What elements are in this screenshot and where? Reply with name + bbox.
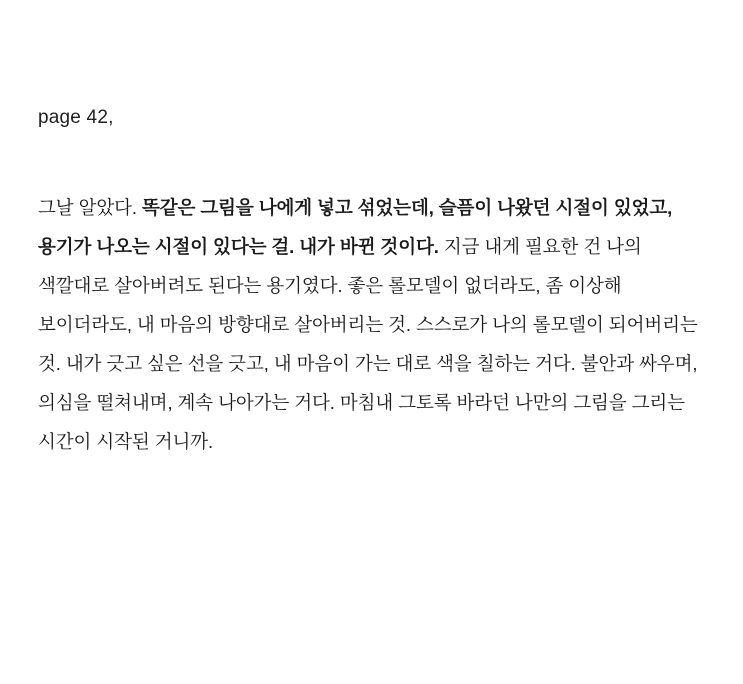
paragraph-segment-3: 지금 내게 필요한 건 나의 색깔대로 살아버려도 된다는 용기였다. 좋은 롤모델이 없더라도, 좀 이상해 보이더라도, 내 마음의 방향대로 살아버리는 것. 스스로가 나의 롤모델이 되어버리는 것. 내가 긋고 싶은 선을 긋고, 내 마음이 가는 대로 색을 칠하는 거다. 불안과 싸우며, 의심을 떨쳐내며, 계속 나아가는 거다. 마침내 그토록 바라던 나만의 그림을 그리는 시간이 시작된 거니까.: [38, 236, 698, 452]
paragraph-segment-1: 그날 알았다.: [38, 197, 142, 218]
page-number-label: page 42,: [38, 107, 114, 128]
paragraph-segment-2-emphasis: 똑같은 그림을 나에게 넣고 섞었는데, 슬픔이 나왔던 시절이 있었고, 용기가 나오는 시절이 있다는 걸. 내가 바뀐 것이다.: [38, 197, 673, 257]
body-paragraph: [38, 188, 705, 461]
